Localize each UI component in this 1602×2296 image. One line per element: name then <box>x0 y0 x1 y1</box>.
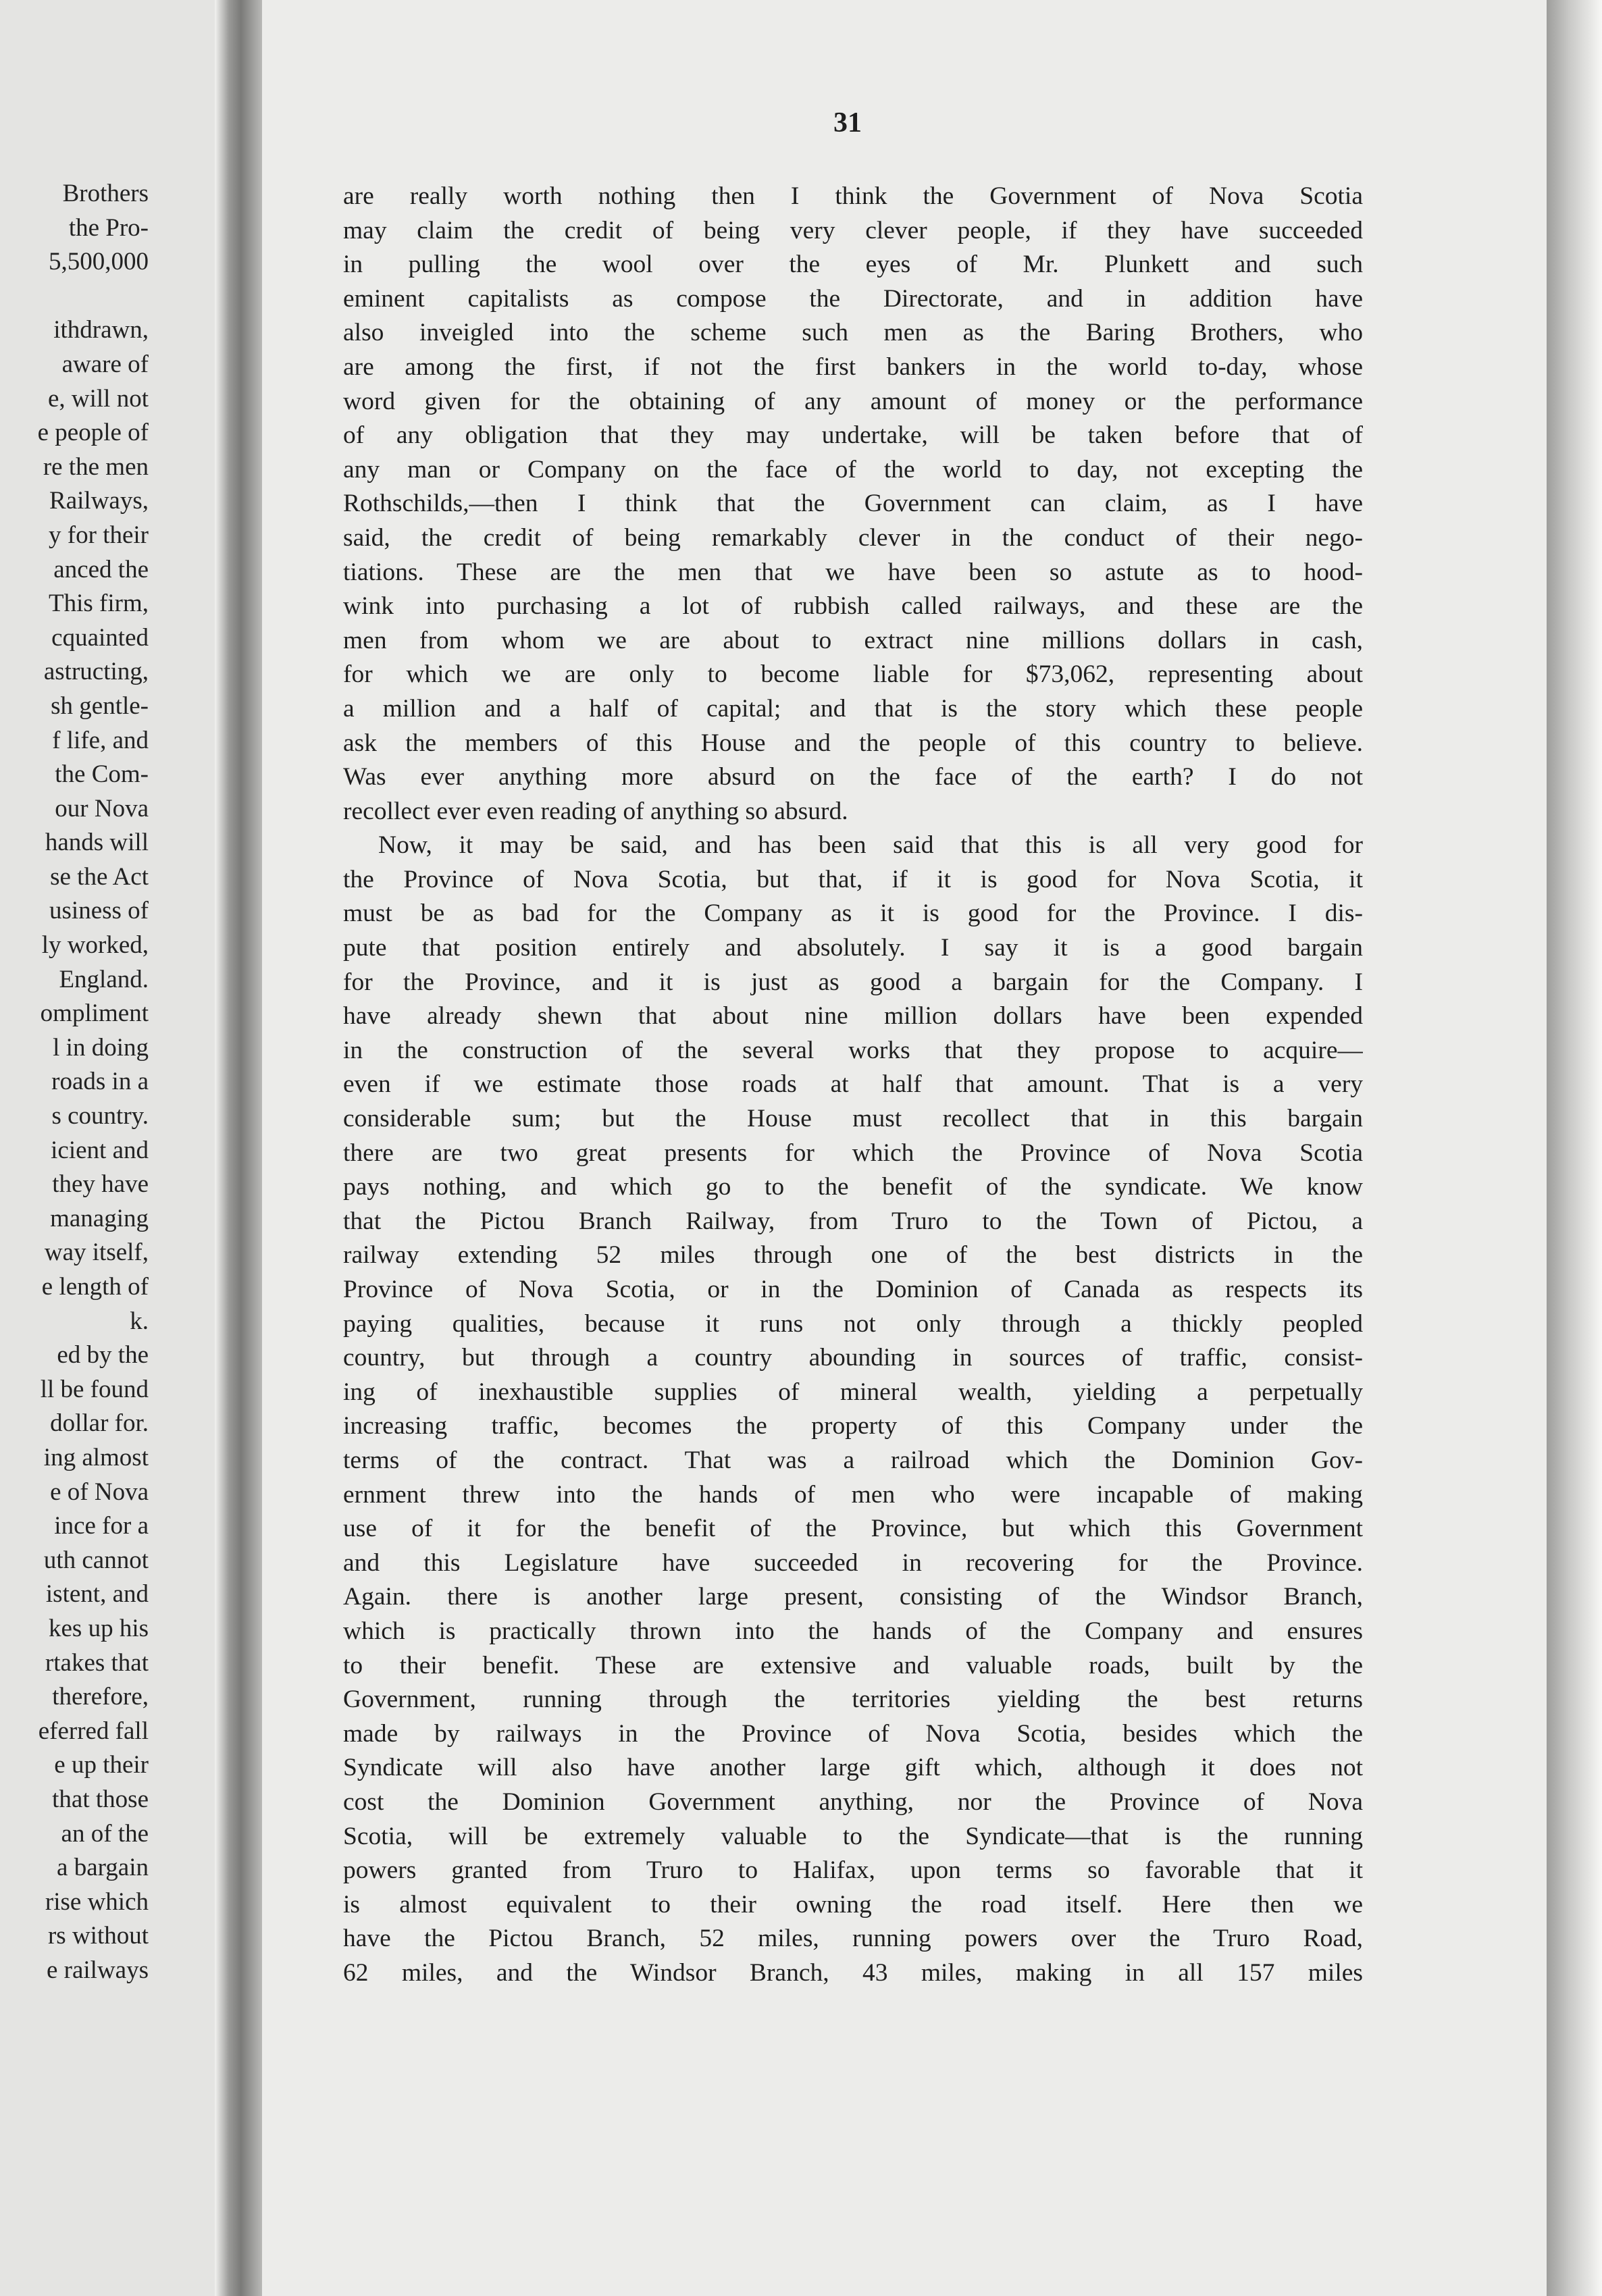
facing-page-line: Railways, <box>49 487 149 515</box>
facing-page-line: that those <box>52 1785 149 1813</box>
facing-page-line: l in doing <box>53 1033 149 1062</box>
facing-page-line: icient and <box>51 1136 149 1164</box>
text-line: ask the members of this House and the people of this country to believe. <box>343 729 1363 757</box>
facing-page-line: k. <box>130 1307 149 1335</box>
facing-page-line: s country. <box>51 1102 149 1130</box>
text-line: Now, it may be said, and has been said that this is all very good for <box>378 831 1363 860</box>
facing-page-line: ince for a <box>54 1512 149 1540</box>
text-line: are among the first, if not the first bankers in the world to-day, whose <box>343 353 1363 381</box>
text-line: recollect ever even reading of anything so absurd. <box>343 797 848 825</box>
facing-page-text <box>0 177 149 1987</box>
facing-page-line: e length of <box>41 1273 149 1301</box>
text-line: and this Legislature have succeeded in recovering for the Province. <box>343 1548 1363 1577</box>
text-line: country, but through a country abounding in sources of traffic, consist- <box>343 1344 1363 1372</box>
text-line: there are two great presents for which the Province of Nova Scotia <box>343 1139 1363 1167</box>
facing-page-line: astructing, <box>43 658 149 686</box>
book-gutter <box>215 0 262 2296</box>
text-line: are really worth nothing then I think the Government of Nova Scotia <box>343 182 1363 210</box>
facing-page-line: therefore, <box>52 1683 149 1711</box>
facing-page-line: 5,500,000 <box>49 248 149 276</box>
facing-page-line: ed by the <box>57 1341 149 1369</box>
facing-page-line: England. <box>59 965 149 993</box>
facing-page-line: roads in a <box>51 1068 149 1096</box>
text-line: word given for the obtaining of any amount of money or the performance <box>343 387 1363 415</box>
facing-page-line: e up their <box>54 1751 149 1779</box>
facing-page-line: ly worked, <box>41 931 149 960</box>
facing-page-line: e, will not <box>47 384 149 413</box>
facing-page-line: ing almost <box>43 1443 149 1471</box>
facing-page-line: the Pro- <box>68 213 149 242</box>
facing-page-line: istent, and <box>45 1580 149 1609</box>
text-line: made by railways in the Province of Nova Scotia, besides which the <box>343 1719 1363 1748</box>
facing-page-line: dollar for. <box>50 1409 149 1438</box>
facing-page-line: e railways <box>46 1956 149 1984</box>
text-line: have the Pictou Branch, 52 miles, running powers over the Truro Road, <box>343 1925 1363 1953</box>
text-line: in pulling the wool over the eyes of Mr. Plunkett and such <box>343 251 1363 279</box>
facing-page-line: f life, and <box>52 726 149 754</box>
text-line: Was ever anything more absurd on the face of the earth? I do not <box>343 763 1363 791</box>
text-line: of any obligation that they may undertake, will be taken before that of <box>343 421 1363 450</box>
facing-page-line: kes up his <box>49 1614 149 1642</box>
facing-page-line: sh gentle- <box>51 692 149 720</box>
text-line: any man or Company on the face of the world to day, not excepting the <box>343 455 1363 484</box>
text-line: use of it for the benefit of the Province, but which this Government <box>343 1515 1363 1543</box>
text-line: Rothschilds,—then I think that the Government can claim, as I have <box>343 490 1363 518</box>
text-line: which is practically thrown into the hands of the Company and ensures <box>343 1617 1363 1645</box>
text-line: men from whom we are about to extract nine millions dollars in cash, <box>343 626 1363 654</box>
text-line: Again. there is another large present, consisting of the Windsor Branch, <box>343 1583 1363 1611</box>
facing-page-line: ll be found <box>40 1375 149 1403</box>
text-line: to their benefit. These are extensive and valuable roads, built by the <box>343 1651 1363 1679</box>
text-line: cost the Dominion Government anything, nor the Province of Nova <box>343 1788 1363 1816</box>
text-line: the Province of Nova Scotia, but that, if it is good for Nova Scotia, it <box>343 865 1363 893</box>
facing-page-line: cquainted <box>51 623 149 652</box>
text-line: said, the credit of being remarkably clever in the conduct of their nego- <box>343 523 1363 552</box>
facing-page-line: usiness of <box>49 897 149 925</box>
text-line: that the Pictou Branch Railway, from Truro to the Town of Pictou, a <box>343 1207 1363 1235</box>
text-line: in the construction of the several works that they propose to acquire— <box>343 1036 1363 1064</box>
page-edge <box>1547 0 1602 2296</box>
text-line: even if we estimate those roads at half that amount. That is a very <box>343 1070 1363 1099</box>
facing-page-line: eferred fall <box>38 1717 149 1745</box>
facing-page-line: rise which <box>45 1887 149 1916</box>
facing-page-line <box>0 280 149 314</box>
text-line: have already shewn that about nine million dollars have been expended <box>343 1002 1363 1030</box>
text-line: ing of inexhaustible supplies of mineral wealth, yielding a perpetually <box>343 1378 1363 1406</box>
facing-page-line: anced the <box>53 555 149 583</box>
facing-page-line: This firm, <box>49 590 149 618</box>
text-line: paying qualities, because it runs not only through a thickly peopled <box>343 1309 1363 1338</box>
text-line: pute that position entirely and absolutely. I say it is a good bargain <box>343 934 1363 962</box>
facing-page-line: rtakes that <box>45 1648 149 1677</box>
text-line: Government, running through the territories yielding the best returns <box>343 1686 1363 1714</box>
facing-page-line: managing <box>50 1204 149 1232</box>
facing-page-line: our Nova <box>55 794 149 823</box>
text-line: 62 miles, and the Windsor Branch, 43 miles, making in all 157 miles <box>343 1958 1363 1987</box>
facing-page-line: uth cannot <box>43 1546 149 1574</box>
facing-page-line: Brothers <box>62 180 149 207</box>
facing-page-line: way itself, <box>44 1238 149 1267</box>
facing-page-line: se the Act <box>50 862 149 891</box>
facing-page-line: rs without <box>47 1922 149 1950</box>
facing-page-line: ompliment <box>40 999 149 1028</box>
text-line: may claim the credit of being very clever people, if they have succeeded <box>343 216 1363 244</box>
text-line: must be as bad for the Company as it is good for the Province. I dis- <box>343 899 1363 928</box>
text-line: increasing traffic, becomes the property of this Company under the <box>343 1412 1363 1440</box>
facing-page-line: an of the <box>61 1819 149 1848</box>
facing-page-line: e people of <box>37 419 149 447</box>
text-line: eminent capitalists as compose the Directorate, and in addition have <box>343 284 1363 313</box>
text-line: for the Province, and it is just as good a bargain for the Company. I <box>343 968 1363 996</box>
text-line: tiations. These are the men that we have been so astute as to hood- <box>343 558 1363 586</box>
facing-page-line: they have <box>52 1170 149 1199</box>
text-line: for which we are only to become liable for $73,062, representing about <box>343 660 1363 689</box>
text-line: considerable sum; but the House must recollect that in this bargain <box>343 1105 1363 1133</box>
facing-page-line: hands will <box>45 829 149 857</box>
text-line: terms of the contract. That was a railroad which the Dominion Gov- <box>343 1446 1363 1474</box>
facing-page-line: aware of <box>61 350 149 378</box>
facing-page-line: a bargain <box>57 1854 149 1882</box>
text-line: railway extending 52 miles through one of the best districts in the <box>343 1241 1363 1270</box>
facing-page-line: re the men <box>43 452 149 481</box>
body-text <box>343 180 1363 1990</box>
text-line: Syndicate will also have another large gift which, although it does not <box>343 1754 1363 1782</box>
text-line: is almost equivalent to their owning the road itself. Here then we <box>343 1890 1363 1919</box>
text-line: ernment threw into the hands of men who were incapable of making <box>343 1480 1363 1509</box>
text-line: pays nothing, and which go to the benefit of the syndicate. We know <box>343 1173 1363 1201</box>
facing-page-line: the Com- <box>55 760 149 789</box>
text-line: a million and a half of capital; and that is the story which these people <box>343 694 1363 723</box>
text-line: wink into purchasing a lot of rubbish called railways, and these are the <box>343 592 1363 621</box>
page-number: 31 <box>833 107 862 138</box>
facing-page-line: ithdrawn, <box>53 316 149 344</box>
text-line: also inveigled into the scheme such men as the Baring Brothers, who <box>343 319 1363 347</box>
text-line: Province of Nova Scotia, or in the Dominion of Canada as respects its <box>343 1276 1363 1303</box>
text-line: powers granted from Truro to Halifax, upon terms so favorable that it <box>343 1856 1363 1885</box>
facing-page-line: y for their <box>49 521 149 549</box>
facing-page-line: e of Nova <box>50 1478 149 1506</box>
text-line: Scotia, will be extremely valuable to the Syndicate—that is the running <box>343 1822 1363 1850</box>
